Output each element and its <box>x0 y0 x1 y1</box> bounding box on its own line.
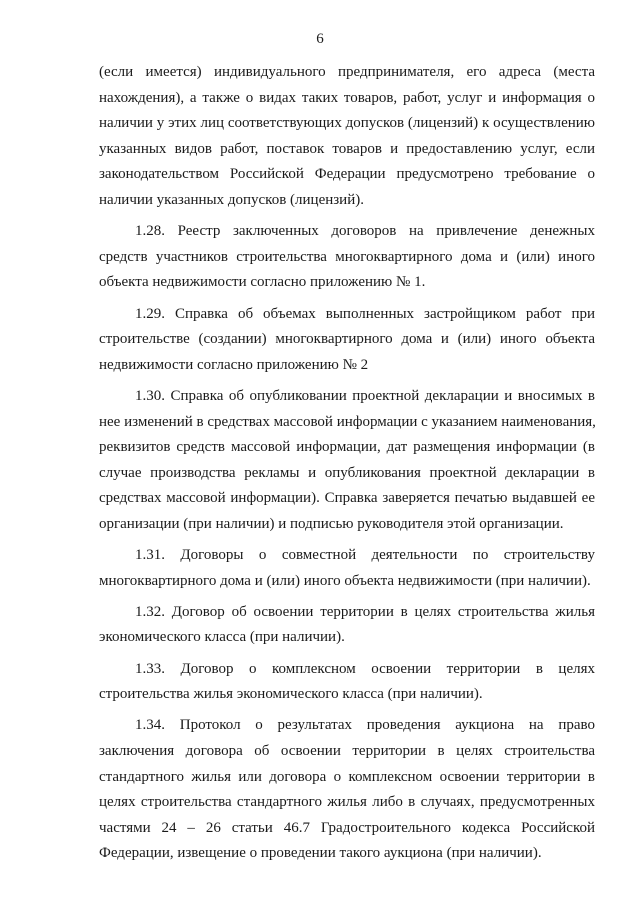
text-line: наличии у этих лиц соответствующих допусков (лицензий) к осуществлению <box>99 115 595 132</box>
text-line: 1.32. Договор об освоении территории в целях строительства жилья <box>135 603 595 620</box>
text-line: нее изменений в средствах массовой информации с указанием наименования, <box>99 413 596 430</box>
paragraph-1-32 <box>99 600 595 651</box>
text-line: 1.33. Договор о комплексном освоении территории в целях <box>135 660 595 677</box>
text-line: целях строительства стандартного жилья либо в случаях, предусмотренных <box>99 794 595 811</box>
text-line: строительства жилья экономического класса (при наличии). <box>99 686 483 703</box>
document-body <box>99 60 595 867</box>
text-line: указанных видов работ, поставок товаров и предоставлению услуг, если <box>99 140 595 157</box>
text-line: наличии указанных допусков (лицензий). <box>99 191 364 208</box>
text-line: 1.34. Протокол о результатах проведения аукциона на право <box>135 717 595 734</box>
text-line: объекта недвижимости согласно приложению № 1. <box>99 274 426 291</box>
text-line: заключения договора об освоении территории в целях строительства <box>99 743 595 759</box>
text-line: многоквартирного дома и (или) иного объекта недвижимости (при наличии). <box>99 572 591 589</box>
text-line: средств участников строительства многоквартирного дома и (или) иного <box>99 248 595 265</box>
text-line: (если имеется) индивидуального предпринимателя, его адреса (места <box>99 64 595 80</box>
paragraph-1-29 <box>99 302 595 379</box>
paragraph-1-33 <box>99 657 595 708</box>
paragraph-1-28 <box>99 219 595 296</box>
text-line: Федерации, извещение о проведении такого аукциона (при наличии). <box>99 845 542 862</box>
paragraph-1-31 <box>99 543 595 594</box>
text-line: законодательством Российской Федерации предусмотрено требование о <box>99 166 595 183</box>
paragraph-1-30 <box>99 384 595 538</box>
text-line: 1.29. Справка об объемах выполненных застройщиком работ при <box>135 305 595 322</box>
text-line: экономического класса (при наличии). <box>99 629 345 646</box>
paragraph-1-34 <box>99 713 595 867</box>
text-line: реквизитов средств массовой информации, дат размещения информации (в <box>99 439 595 456</box>
text-line: строительстве (создании) многоквартирного дома и (или) иного объекта <box>99 331 595 348</box>
text-line: частями 24 – 26 статьи 46.7 Градостроительного кодекса Российской <box>99 819 595 836</box>
paragraph <box>99 60 595 214</box>
text-line: случае производства рекламы и опубликования проектной декларации в <box>99 464 595 481</box>
text-line: 1.30. Справка об опубликовании проектной декларации и вносимых в <box>135 387 595 404</box>
page-number: 6 <box>316 31 324 47</box>
text-line: организации (при наличии) и подписью руководителя этой организации. <box>99 515 564 532</box>
text-line: нахождения), а также о видах таких товаров, работ, услуг и информация о <box>99 89 595 106</box>
text-line: средствах массовой информации). Справка заверяется печатью выдавшей ее <box>99 490 595 507</box>
text-line: 1.31. Договоры о совместной деятельности по строительству <box>135 547 595 564</box>
text-line: стандартного жилья или договора о комплексном освоении территории в <box>99 768 595 785</box>
text-line: 1.28. Реестр заключенных договоров на привлечение денежных <box>135 223 595 240</box>
text-line: недвижимости согласно приложению № 2 <box>99 356 369 373</box>
